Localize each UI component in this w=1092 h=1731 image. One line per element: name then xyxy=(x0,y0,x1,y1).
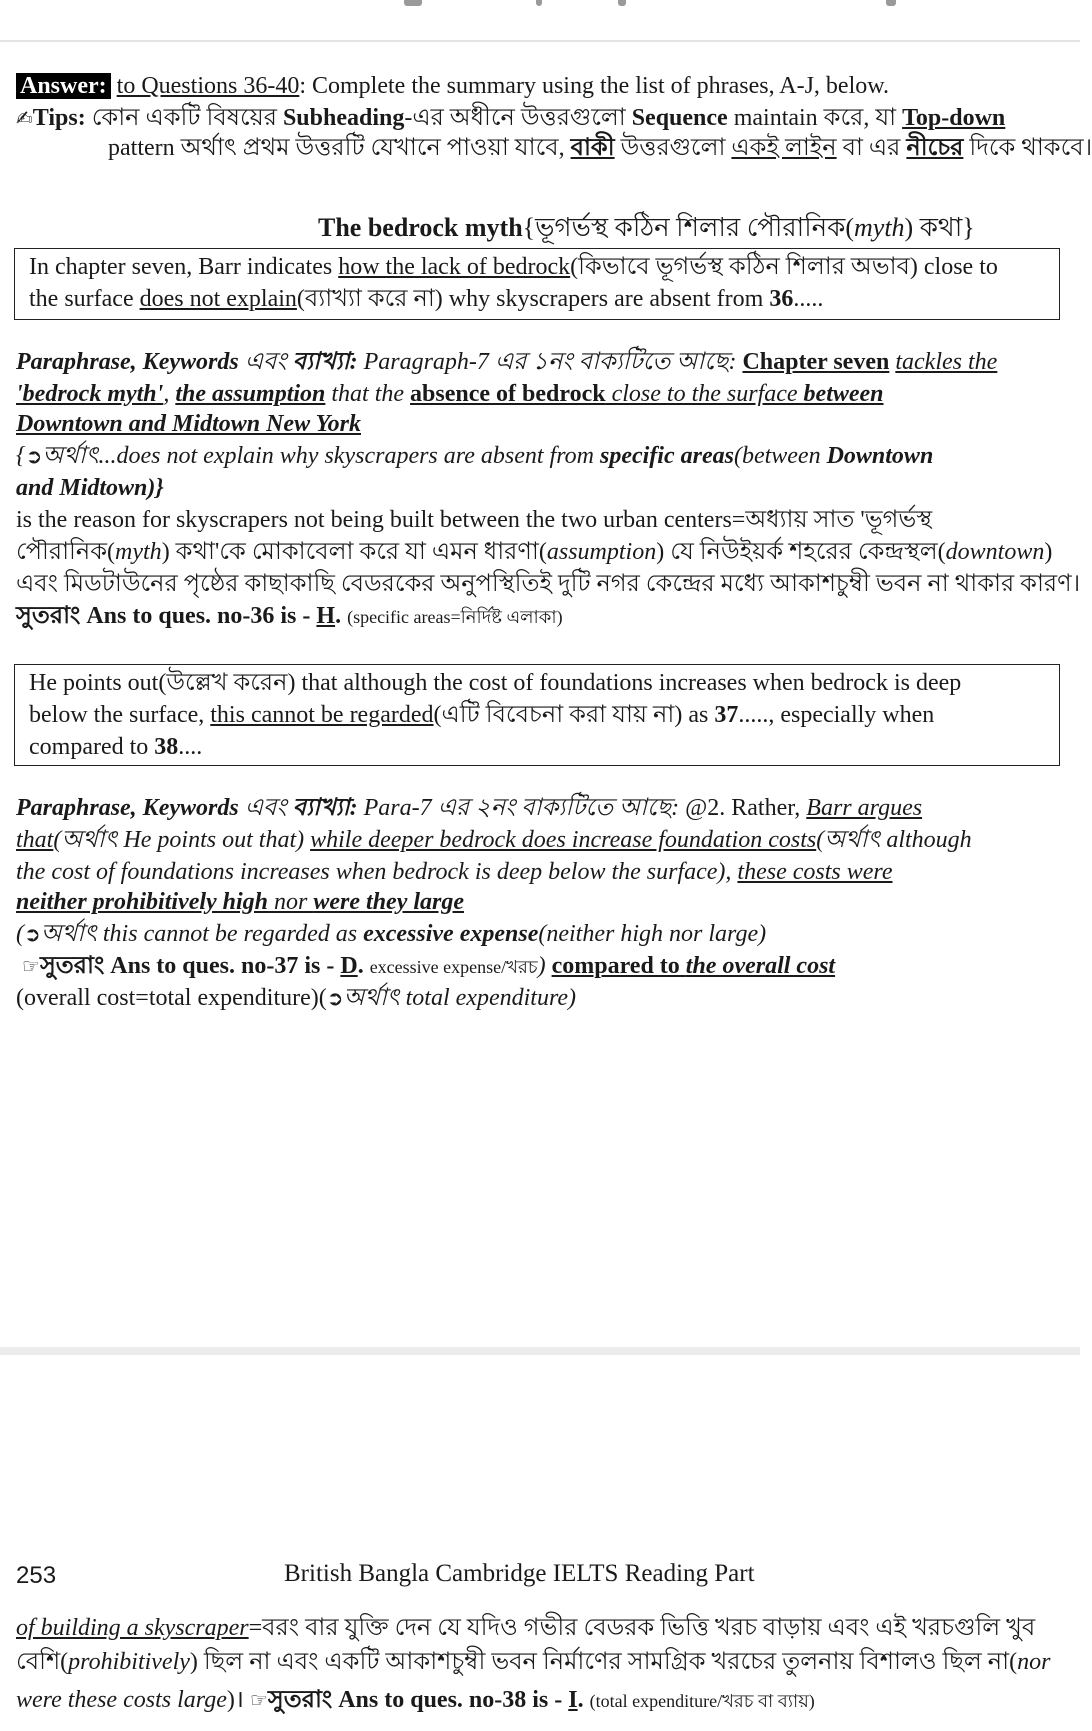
text: )। xyxy=(226,1687,250,1713)
section-title-en: The bedrock myth xyxy=(318,213,523,242)
keyword: were they large xyxy=(313,889,465,915)
cropped-text-fragment xyxy=(886,0,896,6)
summary-line xyxy=(29,699,1049,731)
page-number: 253 xyxy=(16,1562,57,1589)
explanation-37-line-7 xyxy=(16,982,1060,1014)
answer-note: (specific areas=নির্দিষ্ট এলাকা) xyxy=(347,607,563,627)
keyword: of building a skyscraper xyxy=(16,1615,249,1641)
answer-letter: H xyxy=(316,603,336,629)
keyword: excessive expense xyxy=(363,921,539,947)
text: downtown xyxy=(945,539,1045,565)
text: ) যে নিউইয়র্ক শহরের কেন্দ্রস্থল( xyxy=(656,539,946,565)
text: (neither high nor large) xyxy=(538,921,767,947)
top-page-edge xyxy=(0,0,1080,42)
text: ) কথা'কে মোকাবেলা করে যা এমন ধারণা( xyxy=(161,539,547,565)
text: { xyxy=(16,443,26,469)
answer-38 xyxy=(16,1684,1060,1717)
question-number: 38 xyxy=(154,734,179,760)
section-title-myth: myth xyxy=(854,213,905,242)
summary-text: the surface xyxy=(29,286,140,312)
tips-label: Tips: xyxy=(32,105,86,131)
text: close to the surface xyxy=(605,381,804,407)
summary-text: ..... xyxy=(793,286,824,312)
tips-line-2 xyxy=(108,132,1092,164)
summary-underlined: does not explain xyxy=(139,286,297,312)
section-title xyxy=(318,212,1060,244)
tips-text: দিকে থাকবে। xyxy=(963,135,1092,161)
keyword: neither prohibitively high xyxy=(16,889,269,915)
explanation-36-line-3 xyxy=(16,408,1060,440)
tips-text: pattern অর্থাৎ প্রথম উত্তরটি যেখানে পাওয়া যাবে, xyxy=(108,135,571,161)
keyword: absence of bedrock xyxy=(410,381,606,407)
answer-text: . xyxy=(335,603,348,629)
text: অর্থাৎ xyxy=(343,985,400,1011)
summary-box-37-38 xyxy=(14,664,1060,766)
keyword: Downtown and Midtown New York xyxy=(16,411,361,437)
text: @2. Rather, xyxy=(685,795,807,821)
explanation-37-line-2 xyxy=(16,824,1060,856)
text: ( xyxy=(16,921,24,947)
summary-text: (ব্যাখ্যা করে না) why skyscrapers are absent from xyxy=(296,286,770,312)
tips-text: -এর অধীনে উত্তরগুলো xyxy=(404,105,632,131)
summary-text: as xyxy=(682,702,715,728)
keyword: while deeper bedrock does increase foundation costs xyxy=(310,827,817,853)
text: ) xyxy=(537,953,552,979)
summary-text: (এটি বিবেচনা করা যায় না) xyxy=(433,702,683,728)
summary-box-36 xyxy=(14,248,1060,320)
keyword: these costs were xyxy=(737,859,893,885)
keyword: Downtown xyxy=(826,443,934,469)
text: এবং xyxy=(238,795,293,821)
keyword: Chapter seven xyxy=(742,349,890,375)
tips-keyword: নীচের xyxy=(906,135,964,161)
tips-keyword: Sequence xyxy=(631,105,728,131)
page-separator xyxy=(0,1347,1080,1355)
summary-underlined: this cannot be regarded xyxy=(210,702,434,728)
questions-ref: to Questions 36-40 xyxy=(116,73,300,99)
cropped-text-fragment xyxy=(536,0,542,6)
keyword: and Midtown)} xyxy=(16,475,164,501)
explanation-37-line-3 xyxy=(16,856,1060,888)
tips-text: কোন একটি বিষয়ের xyxy=(85,105,283,131)
pointing-hand-icon: ☞ xyxy=(249,1688,268,1712)
text: =বরং বার যুক্তি দেন যে যদিও গভীর বেডরক ভিত্তি খরচ বাড়ায় এবং এই খরচগুলি খুব xyxy=(248,1615,1036,1641)
answer-text: সুতরাং Ans to ques. no-38 is - xyxy=(267,1687,569,1713)
summary-text: that although the cost of foundations increases when bedrock is deep xyxy=(295,670,962,696)
label: ব্যাখ্যা: xyxy=(292,349,358,375)
question-number: 36 xyxy=(769,286,794,312)
summary-text: He points out xyxy=(29,670,159,696)
explanation-37-line-1 xyxy=(16,792,1060,824)
text: is the reason for skyscrapers not being built between the two urban centers=অধ্যায় সাত 'ভূগর্ভস্থ xyxy=(16,507,933,533)
continuation-line-1 xyxy=(16,1612,1060,1644)
text: অর্থাৎ xyxy=(42,443,99,469)
label: Paraphrase, Keywords xyxy=(16,795,239,821)
section-title-end: ) কথা} xyxy=(904,213,975,242)
text: Para-7 এর ২নং বাক্যটিতে আছে: xyxy=(357,795,686,821)
answer-letter: I xyxy=(568,1687,578,1713)
text: prohibitively xyxy=(68,1649,190,1675)
text: myth xyxy=(115,539,162,565)
tips-text: উত্তরগুলো xyxy=(614,135,732,161)
keyword: that xyxy=(16,827,54,853)
summary-line xyxy=(29,283,1049,315)
summary-text: In chapter seven, Barr indicates xyxy=(29,254,339,280)
cropped-text-fragment xyxy=(618,0,626,6)
tips-text: maintain করে, যা xyxy=(727,105,903,131)
cropped-text-fragment xyxy=(404,0,422,6)
text: ) ছিল না এবং একটি আকাশচুম্বী ভবন নির্মাণের সামগ্রিক খরচের তুলনায় বিশালও ছিল না( xyxy=(189,1649,1018,1675)
text: (overall cost=total expenditure)( xyxy=(16,985,327,1011)
summary-text: below the surface, xyxy=(29,702,211,728)
summary-line xyxy=(29,667,1049,699)
text: nor xyxy=(268,889,314,915)
keyword: compared to xyxy=(551,953,686,979)
text: অর্থাৎ xyxy=(40,921,97,947)
text: were these costs large xyxy=(16,1687,227,1713)
tips-keyword: Subheading xyxy=(282,105,405,131)
tips-keyword: বাকী xyxy=(570,135,615,161)
answer-note: (total expenditure/খরচ বা ব্যায়) xyxy=(589,1691,815,1711)
keyword: between xyxy=(803,381,884,407)
arrow-circle-icon: ➲ xyxy=(25,444,43,468)
tips-keyword: Top-down xyxy=(902,105,1006,131)
explanation-36-line-4 xyxy=(16,440,1060,472)
summary-text: (উল্লেখ করেন) xyxy=(158,670,296,696)
running-title: British Bangla Cambridge IELTS Reading Part xyxy=(284,1560,755,1587)
summary-underlined: how the lack of bedrock xyxy=(338,254,571,280)
summary-line xyxy=(29,251,1049,283)
text: ) xyxy=(1044,539,1053,565)
tips-text: বা এর xyxy=(836,135,907,161)
answer-text: সুতরাং Ans to ques. no-36 is - xyxy=(16,603,317,629)
answer-text: সুতরাং Ans to ques. no-37 is - xyxy=(39,953,341,979)
answer-note: excessive expense/খরচ xyxy=(369,957,538,977)
keyword: the assumption xyxy=(175,381,326,407)
keyword: the xyxy=(961,349,998,375)
keyword: specific areas xyxy=(599,443,734,469)
keyword: 'bedrock myth' xyxy=(16,381,164,407)
tips-line-1 xyxy=(16,102,1060,134)
keyword: the overall cost xyxy=(685,953,836,979)
answer-header xyxy=(16,70,1060,102)
instruction-text: : Complete the summary using the list of phrases, A-J, below. xyxy=(299,73,890,99)
summary-text: ....., especially when xyxy=(738,702,935,728)
keyword: Barr argues xyxy=(806,795,923,821)
text: that the xyxy=(325,381,411,407)
arrow-circle-icon: ➲ xyxy=(326,986,344,1010)
text: (between xyxy=(733,443,827,469)
section-title-bn: {ভূগর্ভস্থ কঠিন শিলার পৌরানিক( xyxy=(522,213,854,242)
answer-36 xyxy=(16,600,1060,633)
text: , xyxy=(163,381,176,407)
summary-text: compared to xyxy=(29,734,155,760)
explanation-36-line-6 xyxy=(16,504,1060,536)
explanation-36-line-1 xyxy=(16,346,1060,378)
explanation-37-line-4 xyxy=(16,886,1060,918)
answer-label: Answer: xyxy=(16,73,111,99)
pointing-hand-icon: ☞ xyxy=(22,954,40,978)
text: total expenditure) xyxy=(399,985,577,1011)
summary-line xyxy=(29,731,1049,763)
explanation-36-line-2 xyxy=(16,378,1060,410)
question-number: 37 xyxy=(714,702,739,728)
text: this cannot be regarded as xyxy=(96,921,364,947)
continuation-line-2 xyxy=(16,1646,1060,1678)
text: বেশি( xyxy=(16,1649,69,1675)
text: ...does not explain why skyscrapers are absent from xyxy=(98,443,600,469)
text: the cost of foundations increases when bedrock is deep below the surface), xyxy=(16,859,738,885)
text: (অর্থাৎ He points out that) xyxy=(53,827,311,853)
keyword: tackles xyxy=(895,349,962,375)
explanation-37-line-5 xyxy=(16,918,1060,950)
writing-hand-icon: ✍ xyxy=(16,106,33,130)
text: nor xyxy=(1017,1649,1051,1675)
text: এবং মিডটাউনের পৃষ্ঠের কাছাকাছি বেডরকের অনুপস্থিতিই দুটি নগর কেন্দ্রের মধ্যে আকাশচুম্বী ভবন না থাকার কারণ। xyxy=(16,571,1081,597)
summary-text: (কিভাবে ভূগর্ভস্থ কঠিন শিলার অভাব) close to xyxy=(570,254,998,280)
text: assumption xyxy=(546,539,657,565)
label: ব্যাখ্যা: xyxy=(292,795,358,821)
explanation-36-line-5 xyxy=(16,472,1060,504)
answer-37 xyxy=(22,950,1060,983)
text: Paragraph-7 এর ১নং বাক্যটিতে আছে: xyxy=(357,349,743,375)
tips-keyword: একই লাইন xyxy=(731,135,837,161)
arrow-circle-icon: ➲ xyxy=(24,922,41,946)
answer-text: . xyxy=(577,1687,590,1713)
label: Paraphrase, Keywords xyxy=(16,349,239,375)
explanation-36-line-8 xyxy=(16,568,1081,600)
explanation-36-line-7 xyxy=(16,536,1060,568)
answer-letter: D xyxy=(340,953,358,979)
text: (অর্থাৎ although xyxy=(816,827,972,853)
text: এবং xyxy=(238,349,293,375)
summary-text: .... xyxy=(178,734,203,760)
answer-text: . xyxy=(357,953,370,979)
text: পৌরানিক( xyxy=(16,539,116,565)
